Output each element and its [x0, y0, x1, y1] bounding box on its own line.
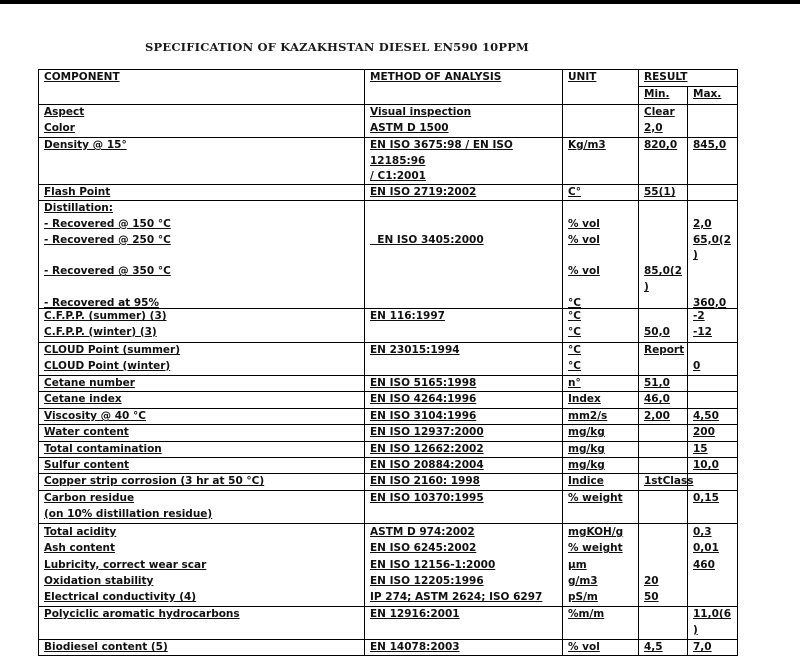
row-component: C.F.P.P. (summer) (3) C.F.P.P. (winter) (3)	[44, 310, 167, 338]
row-method: EN ISO 4264:1996	[370, 393, 477, 405]
row-max: 0	[693, 359, 701, 372]
row-unit: C°	[568, 186, 581, 198]
row-unit: % weight	[568, 492, 623, 504]
row-min: 50,0	[644, 325, 670, 338]
row-min: 4,5	[644, 641, 663, 653]
row-method: EN 116:1997	[370, 310, 445, 322]
row-component: Cetane number	[44, 377, 135, 389]
row-min: Clear 2,0	[644, 106, 675, 134]
row-method: EN 14078:2003	[370, 641, 460, 653]
row-method: EN ISO 2160: 1998	[370, 475, 480, 487]
row-component: Cetane index	[44, 393, 122, 405]
row-unit: mgKOH/g % weight μm g/m3 pS/m	[568, 526, 624, 604]
row-method: EN ISO 12937:2000	[370, 426, 484, 438]
row-min: 820,0	[644, 139, 678, 151]
row-unit: Index	[568, 393, 601, 405]
document-title: SPECIFICATION OF KAZAKHSTAN DIESEL EN590 10PPM	[145, 40, 529, 54]
row-component: Total acidity Ash content Lubricity, correct wear scar Oxidation stability Electrical conductivity (4)	[44, 526, 207, 604]
row-max: -2 -12	[693, 310, 712, 338]
row-unit: Kg/m3	[568, 139, 606, 151]
row-max: 4,50	[693, 410, 719, 422]
row-unit: mm2/s	[568, 410, 608, 422]
row-max: 0,15	[693, 492, 719, 504]
row-unit: mg/kg	[568, 443, 605, 455]
row-component: Biodiesel content (5)	[44, 641, 168, 653]
row-min: 85,0(2 )	[644, 265, 683, 293]
row-min: 51,0	[644, 377, 670, 389]
row-method: EN ISO 20884:2004	[370, 459, 484, 471]
header-unit: UNIT	[568, 71, 597, 83]
row-max: 0,3 0,01 460	[693, 526, 719, 571]
row-min: 20 50	[644, 574, 659, 604]
row-method: EN ISO 12662:2002	[370, 443, 484, 455]
row-max: 15	[693, 443, 708, 455]
row-unit: mg/kg	[568, 459, 605, 471]
row-min: 46,0	[644, 393, 670, 405]
row-unit: °C °C	[568, 310, 581, 338]
row-component: CLOUD Point (summer) CLOUD Point (winter)	[44, 344, 181, 372]
row-min: 1stClass	[644, 475, 694, 487]
row-component: Aspect Color	[44, 106, 85, 134]
row-unit: mg/kg	[568, 426, 605, 438]
row-method: EN ISO 10370:1995	[370, 492, 484, 504]
row-max: 10,0	[693, 459, 719, 471]
row-method: Visual inspection ASTM D 1500	[370, 106, 472, 134]
row-method: EN 23015:1994	[370, 344, 460, 356]
row-max: 11,0(6 )	[693, 608, 732, 636]
row-method: EN ISO 3405:2000	[377, 233, 484, 246]
row-component: Water content	[44, 426, 129, 438]
row-max: 7,0	[693, 641, 712, 653]
row-component: Carbon residue (on 10% distillation residue)	[44, 492, 213, 520]
row-method: EN ISO 2719:2002	[370, 186, 477, 198]
row-component: Density @ 15°	[44, 139, 127, 151]
header-max: Max.	[693, 88, 722, 100]
row-method: ASTM D 974:2002 EN ISO 6245:2002 EN ISO 12156-1:2000 EN ISO 12205:1996 IP 274; ASTM 2624; ISO 6297	[370, 526, 543, 604]
row-unit: °C °C	[568, 344, 581, 372]
row-component: Sulfur content	[44, 459, 130, 471]
header-method: METHOD OF ANALYSIS	[370, 71, 502, 83]
row-min: Report	[644, 344, 685, 356]
row-max: 200	[693, 426, 715, 438]
row-component: Distillation: - Recovered @ 150 °C - Recovered @ 250 °C - Recovered @ 350 °C - Recovered at 95%	[44, 202, 171, 309]
row-unit: n°	[568, 377, 581, 389]
header-component: COMPONENT	[44, 71, 120, 83]
row-min: 55(1)	[644, 186, 676, 198]
row-component: Polyciclic aromatic hydrocarbons	[44, 608, 240, 620]
row-unit: % vol	[568, 641, 600, 653]
header-min: Min.	[644, 88, 670, 100]
header-result: RESULT	[644, 71, 688, 83]
row-method: EN 12916:2001	[370, 608, 460, 620]
row-max: 2,0 65,0(2 ) 360,0	[693, 217, 732, 309]
row-unit: %m/m	[568, 608, 605, 620]
row-method: EN ISO 3104:1996	[370, 410, 477, 422]
row-method: EN ISO 5165:1998	[370, 377, 477, 389]
row-component: Total contamination	[44, 443, 162, 455]
row-unit: % vol % vol % vol °C	[568, 217, 600, 309]
row-method: EN ISO 3675:98 / EN ISO 12185:96 / C1:2001	[370, 139, 513, 182]
row-max: 845,0	[693, 139, 727, 151]
row-component: Flash Point	[44, 186, 111, 198]
row-min: 2,00	[644, 410, 670, 422]
row-component: Copper strip corrosion (3 hr at 50 °C)	[44, 475, 265, 487]
row-unit: Indice	[568, 475, 604, 487]
row-component: Viscosity @ 40 °C	[44, 410, 146, 422]
